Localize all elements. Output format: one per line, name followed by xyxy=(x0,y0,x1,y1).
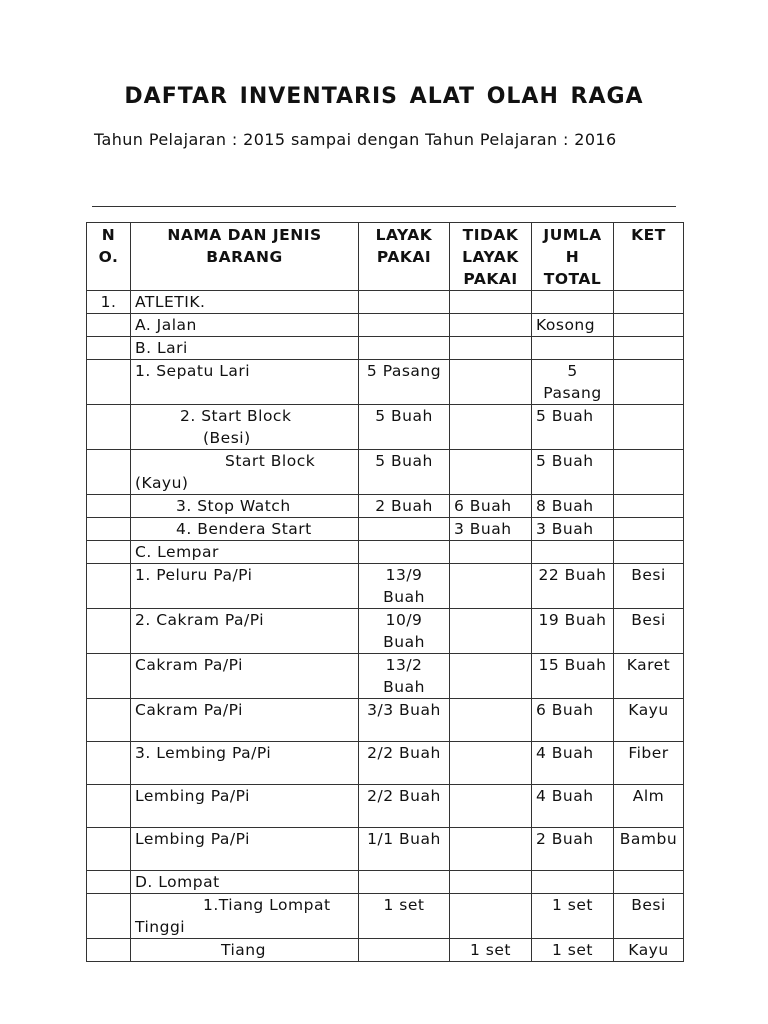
cell-jumlah xyxy=(532,291,614,314)
cell-ket: Kayu xyxy=(614,699,684,742)
cell-nama: Tiang xyxy=(131,939,359,962)
cell-jumlah: 22 Buah xyxy=(532,564,614,609)
cell-no xyxy=(87,541,131,564)
cell-ket xyxy=(614,871,684,894)
table-row xyxy=(87,871,684,894)
cell-tidak xyxy=(450,291,532,314)
table-row xyxy=(87,939,684,962)
cell-jumlah: 5 Buah xyxy=(532,405,614,450)
cell-jumlah: 5 Pasang xyxy=(532,360,614,405)
cell-ket: Besi xyxy=(614,894,684,939)
cell-layak: 5 Pasang xyxy=(359,360,450,405)
cell-no xyxy=(87,518,131,541)
cell-no: 1. xyxy=(87,291,131,314)
cell-jumlah xyxy=(532,337,614,360)
cell-tidak xyxy=(450,828,532,871)
cell-ket xyxy=(614,337,684,360)
cell-layak xyxy=(359,518,450,541)
table-row xyxy=(87,828,684,871)
header-layak: LAYAK PAKAI xyxy=(359,223,450,291)
cell-no xyxy=(87,314,131,337)
cell-nama xyxy=(131,894,359,939)
cell-nama-line2: (Besi) xyxy=(203,429,251,447)
cell-no xyxy=(87,450,131,495)
cell-tidak xyxy=(450,742,532,785)
table-row xyxy=(87,450,684,495)
cell-jumlah: 8 Buah xyxy=(532,495,614,518)
cell-jumlah: 6 Buah xyxy=(532,699,614,742)
cell-jumlah: 2 Buah xyxy=(532,828,614,871)
table-row xyxy=(87,742,684,785)
cell-nama: Lembing Pa/Pi xyxy=(131,828,359,871)
cell-ket xyxy=(614,291,684,314)
header-nama: NAMA DAN JENIS BARANG xyxy=(131,223,359,291)
cell-ket: Besi xyxy=(614,609,684,654)
table-row xyxy=(87,495,684,518)
cell-ket: Fiber xyxy=(614,742,684,785)
cell-jumlah xyxy=(532,871,614,894)
cell-layak: 2 Buah xyxy=(359,495,450,518)
cell-layak: 1 set xyxy=(359,894,450,939)
table-row xyxy=(87,314,684,337)
cell-nama: 2. Cakram Pa/Pi xyxy=(131,609,359,654)
cell-layak xyxy=(359,314,450,337)
cell-layak: 13/2 Buah xyxy=(359,654,450,699)
cell-nama-line1: 2. Start Block xyxy=(180,407,292,425)
cell-nama-line1: Start Block xyxy=(225,452,316,470)
cell-ket xyxy=(614,541,684,564)
cell-tidak: 1 set xyxy=(450,939,532,962)
cell-layak: 2/2 Buah xyxy=(359,785,450,828)
cell-ket: Karet xyxy=(614,654,684,699)
cell-layak xyxy=(359,871,450,894)
cell-nama xyxy=(131,405,359,450)
cell-nama: D. Lompat xyxy=(131,871,359,894)
cell-nama-line2: Tinggi xyxy=(135,918,186,936)
inventory-table xyxy=(86,222,684,962)
document-subtitle: Tahun Pelajaran : 2015 sampai dengan Tahun Pelajaran : 2016 xyxy=(94,130,617,149)
table-row xyxy=(87,894,684,939)
cell-jumlah: 5 Buah xyxy=(532,450,614,495)
cell-tidak xyxy=(450,450,532,495)
cell-no xyxy=(87,785,131,828)
cell-nama: Cakram Pa/Pi xyxy=(131,699,359,742)
cell-nama xyxy=(131,450,359,495)
cell-tidak xyxy=(450,654,532,699)
cell-nama: 3. Stop Watch xyxy=(131,495,359,518)
cell-no xyxy=(87,871,131,894)
table-header-row xyxy=(87,223,684,291)
cell-layak xyxy=(359,291,450,314)
cell-tidak xyxy=(450,360,532,405)
table-row xyxy=(87,541,684,564)
cell-tidak xyxy=(450,541,532,564)
table-row xyxy=(87,291,684,314)
cell-ket: Bambu xyxy=(614,828,684,871)
cell-jumlah: 4 Buah xyxy=(532,785,614,828)
cell-jumlah: Kosong xyxy=(532,314,614,337)
table-row xyxy=(87,609,684,654)
cell-tidak xyxy=(450,314,532,337)
cell-layak: 10/9 Buah xyxy=(359,609,450,654)
table-row xyxy=(87,405,684,450)
cell-layak xyxy=(359,541,450,564)
cell-no xyxy=(87,939,131,962)
cell-nama: B. Lari xyxy=(131,337,359,360)
cell-nama: 1. Peluru Pa/Pi xyxy=(131,564,359,609)
cell-ket: Alm xyxy=(614,785,684,828)
cell-tidak xyxy=(450,337,532,360)
cell-jumlah xyxy=(532,541,614,564)
cell-nama: 1. Sepatu Lari xyxy=(131,360,359,405)
cell-layak: 5 Buah xyxy=(359,450,450,495)
cell-layak: 5 Buah xyxy=(359,405,450,450)
table-row xyxy=(87,360,684,405)
cell-ket xyxy=(614,405,684,450)
cell-nama: 3. Lembing Pa/Pi xyxy=(131,742,359,785)
cell-no xyxy=(87,828,131,871)
cell-no xyxy=(87,405,131,450)
cell-nama: Lembing Pa/Pi xyxy=(131,785,359,828)
cell-nama: C. Lempar xyxy=(131,541,359,564)
cell-jumlah: 1 set xyxy=(532,894,614,939)
cell-tidak xyxy=(450,564,532,609)
cell-tidak: 6 Buah xyxy=(450,495,532,518)
header-tidak: TIDAK LAYAK PAKAI xyxy=(450,223,532,291)
cell-ket: Besi xyxy=(614,564,684,609)
cell-tidak xyxy=(450,894,532,939)
cell-nama: Cakram Pa/Pi xyxy=(131,654,359,699)
table-row xyxy=(87,699,684,742)
cell-layak xyxy=(359,337,450,360)
cell-tidak xyxy=(450,871,532,894)
table-row xyxy=(87,564,684,609)
cell-jumlah: 19 Buah xyxy=(532,609,614,654)
cell-tidak xyxy=(450,405,532,450)
cell-ket xyxy=(614,518,684,541)
cell-nama: A. Jalan xyxy=(131,314,359,337)
cell-no xyxy=(87,654,131,699)
cell-no xyxy=(87,337,131,360)
cell-layak: 2/2 Buah xyxy=(359,742,450,785)
horizontal-rule xyxy=(92,206,676,207)
cell-layak: 13/9 Buah xyxy=(359,564,450,609)
cell-ket xyxy=(614,450,684,495)
header-ket: KET xyxy=(614,223,684,291)
cell-nama-line1: 1.Tiang Lompat xyxy=(203,896,331,914)
cell-no xyxy=(87,609,131,654)
cell-tidak xyxy=(450,609,532,654)
table-row xyxy=(87,337,684,360)
cell-tidak: 3 Buah xyxy=(450,518,532,541)
cell-ket: Kayu xyxy=(614,939,684,962)
cell-ket xyxy=(614,360,684,405)
cell-tidak xyxy=(450,699,532,742)
cell-ket xyxy=(614,495,684,518)
cell-nama-line2: (Kayu) xyxy=(135,474,189,492)
cell-no xyxy=(87,360,131,405)
cell-nama: ATLETIK. xyxy=(131,291,359,314)
table-row xyxy=(87,785,684,828)
cell-nama: 4. Bendera Start xyxy=(131,518,359,541)
document-title: DAFTAR INVENTARIS ALAT OLAH RAGA xyxy=(124,84,644,109)
header-jumlah: JUMLA H TOTAL xyxy=(532,223,614,291)
cell-layak xyxy=(359,939,450,962)
cell-no xyxy=(87,699,131,742)
cell-layak: 1/1 Buah xyxy=(359,828,450,871)
cell-no xyxy=(87,564,131,609)
cell-no xyxy=(87,894,131,939)
cell-tidak xyxy=(450,785,532,828)
cell-jumlah: 1 set xyxy=(532,939,614,962)
cell-ket xyxy=(614,314,684,337)
cell-layak: 3/3 Buah xyxy=(359,699,450,742)
table-row xyxy=(87,518,684,541)
table-row xyxy=(87,654,684,699)
cell-no xyxy=(87,495,131,518)
cell-jumlah: 4 Buah xyxy=(532,742,614,785)
header-no: N O. xyxy=(87,223,131,291)
cell-jumlah: 3 Buah xyxy=(532,518,614,541)
cell-jumlah: 15 Buah xyxy=(532,654,614,699)
cell-no xyxy=(87,742,131,785)
